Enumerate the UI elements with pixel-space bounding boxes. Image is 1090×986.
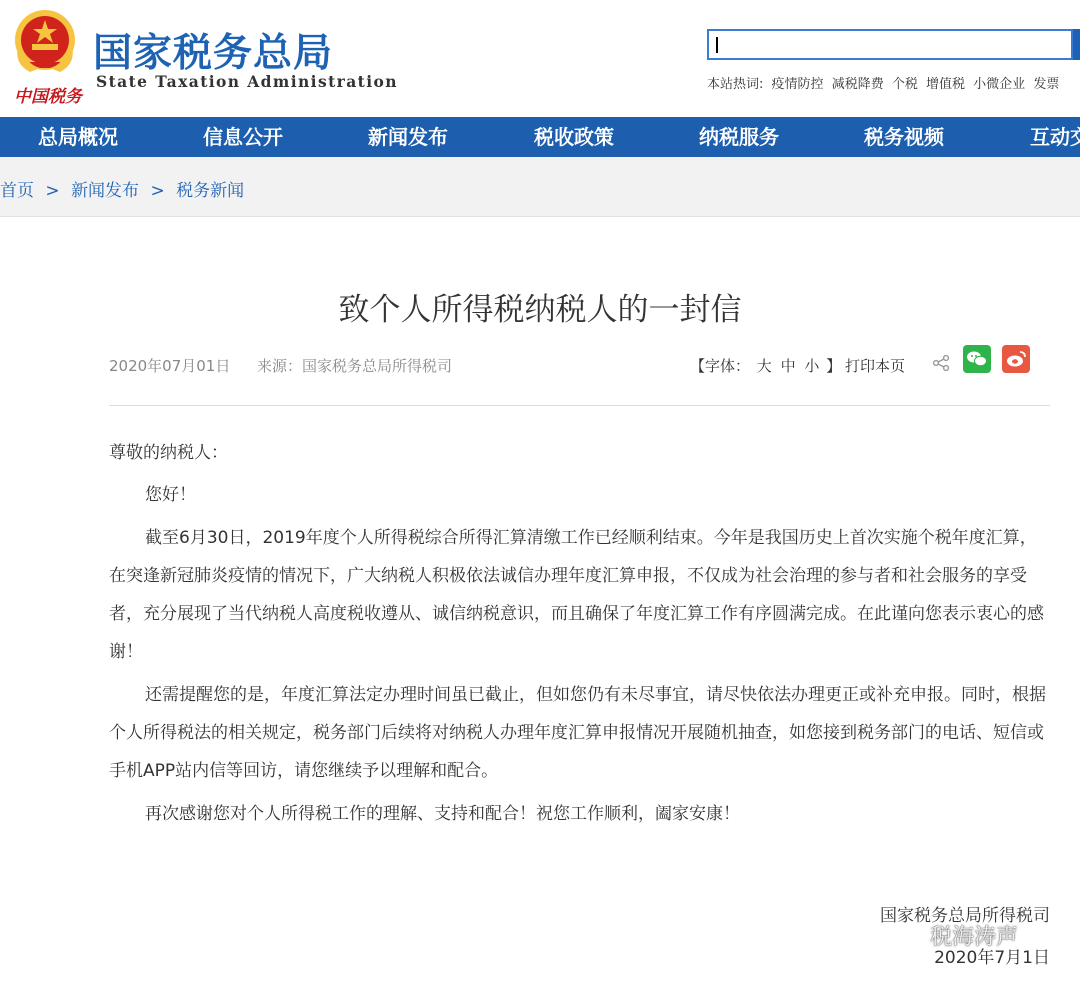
hot-terms xyxy=(707,73,1063,92)
hot-term-link[interactable]: 增值税 xyxy=(926,77,966,92)
font-size-label: 【字体： xyxy=(690,357,751,375)
nav-item-news[interactable]: 新闻发布 xyxy=(368,125,448,149)
hot-term-link[interactable]: 个税 xyxy=(891,77,918,92)
breadcrumb-trail xyxy=(0,176,244,201)
article-title: 致个人所得税纳税人的一封信 xyxy=(338,292,742,328)
font-size-label-close: 】 xyxy=(826,357,842,375)
font-size-large[interactable]: 大 xyxy=(756,357,772,375)
site-title[interactable]: 国家税务总局 xyxy=(93,31,334,76)
article-date: 2020年07月01日 xyxy=(109,357,231,375)
breadcrumb-home[interactable]: 首页 xyxy=(0,181,34,201)
site-title-en: State Taxation Administration xyxy=(96,72,398,91)
watermark xyxy=(893,920,1018,951)
nav-item-overview[interactable]: 总局概况 xyxy=(38,125,118,149)
breadcrumb-tax-news[interactable]: 税务新闻 xyxy=(176,181,245,201)
site-header xyxy=(0,0,1080,117)
wechat-watermark-icon xyxy=(893,927,923,949)
salutation: 尊敬的纳税人： xyxy=(109,443,228,463)
hot-term-link[interactable]: 疫情防控 xyxy=(771,77,824,92)
hot-term-link[interactable]: 发票 xyxy=(1033,77,1060,92)
national-emblem-icon xyxy=(10,6,80,82)
logo-subtitle: 中国税务 xyxy=(14,87,82,107)
weibo-share-icon[interactable] xyxy=(1002,345,1030,373)
nav-item-video[interactable]: 税务视频 xyxy=(864,125,944,149)
search-button[interactable] xyxy=(1073,29,1080,60)
hot-term-link[interactable]: 减税降费 xyxy=(831,77,884,92)
hot-term-link[interactable]: 小微企业 xyxy=(973,77,1026,92)
paragraph: 还需提醒您的是，年度汇算法定办理时间虽已截止，但如您仍有未尽事宜，请尽快依法办理更正或补充申报。同时，根据个人所得税法的相关规定，税务部门后续将对纳税人办理年度汇算申报情况开展随机抽查，如您接到税务部门的电话、短信或手机APP站内信等回访，请您继续予以理解和配合。 xyxy=(109,685,1046,781)
breadcrumb-news[interactable]: 新闻发布 xyxy=(71,181,140,201)
nav-item-policy[interactable]: 税收政策 xyxy=(534,125,614,149)
wechat-share-icon[interactable] xyxy=(963,345,991,373)
nav-item-service[interactable]: 纳税服务 xyxy=(699,125,779,149)
search-input[interactable] xyxy=(707,29,1073,60)
signature-date: 2020年7月1日 xyxy=(934,948,1050,968)
font-size-medium[interactable]: 中 xyxy=(780,357,796,375)
paragraph: 截至6月30日，2019年度个人所得税综合所得汇算清缴工作已经顺利结束。今年是我国历史上首次实施个税年度汇算，在突逢新冠肺炎疫情的情况下，广大纳税人积极依法诚信办理年度汇算申报，不仅成为社会治理的参与者和社会服务的享受者，充分展现了当代纳税人高度税收遵从、诚信纳税意识，而且确保了年度汇算工作有序圆满完成。在此谨向您表示衷心的感谢！ xyxy=(109,528,1044,662)
greeting: 您好！ xyxy=(145,485,196,505)
font-size-control xyxy=(690,355,841,376)
article-source: 来源：国家税务总局所得税司 xyxy=(257,357,453,375)
text-caret xyxy=(716,37,718,53)
nav-item-interact[interactable]: 互动交 xyxy=(1030,125,1090,149)
print-button[interactable]: 打印本页 xyxy=(845,357,906,375)
main-nav xyxy=(0,117,1090,157)
article-body xyxy=(109,434,1050,833)
meta-divider xyxy=(109,405,1050,406)
paragraph: 再次感谢您对个人所得税工作的理解、支持和配合！祝您工作顺利，阖家安康！ xyxy=(145,804,740,824)
breadcrumb-separator: > xyxy=(45,181,60,201)
breadcrumb xyxy=(0,157,1080,217)
nav-item-info[interactable]: 信息公开 xyxy=(203,125,283,149)
share-icon[interactable] xyxy=(932,354,950,372)
signature-org: 国家税务总局所得税司 xyxy=(880,906,1050,926)
hot-terms-label: 本站热词: xyxy=(707,77,764,92)
watermark-text: 税海涛声 xyxy=(930,925,1019,950)
font-size-small[interactable]: 小 xyxy=(804,357,820,375)
breadcrumb-separator: > xyxy=(150,181,165,201)
